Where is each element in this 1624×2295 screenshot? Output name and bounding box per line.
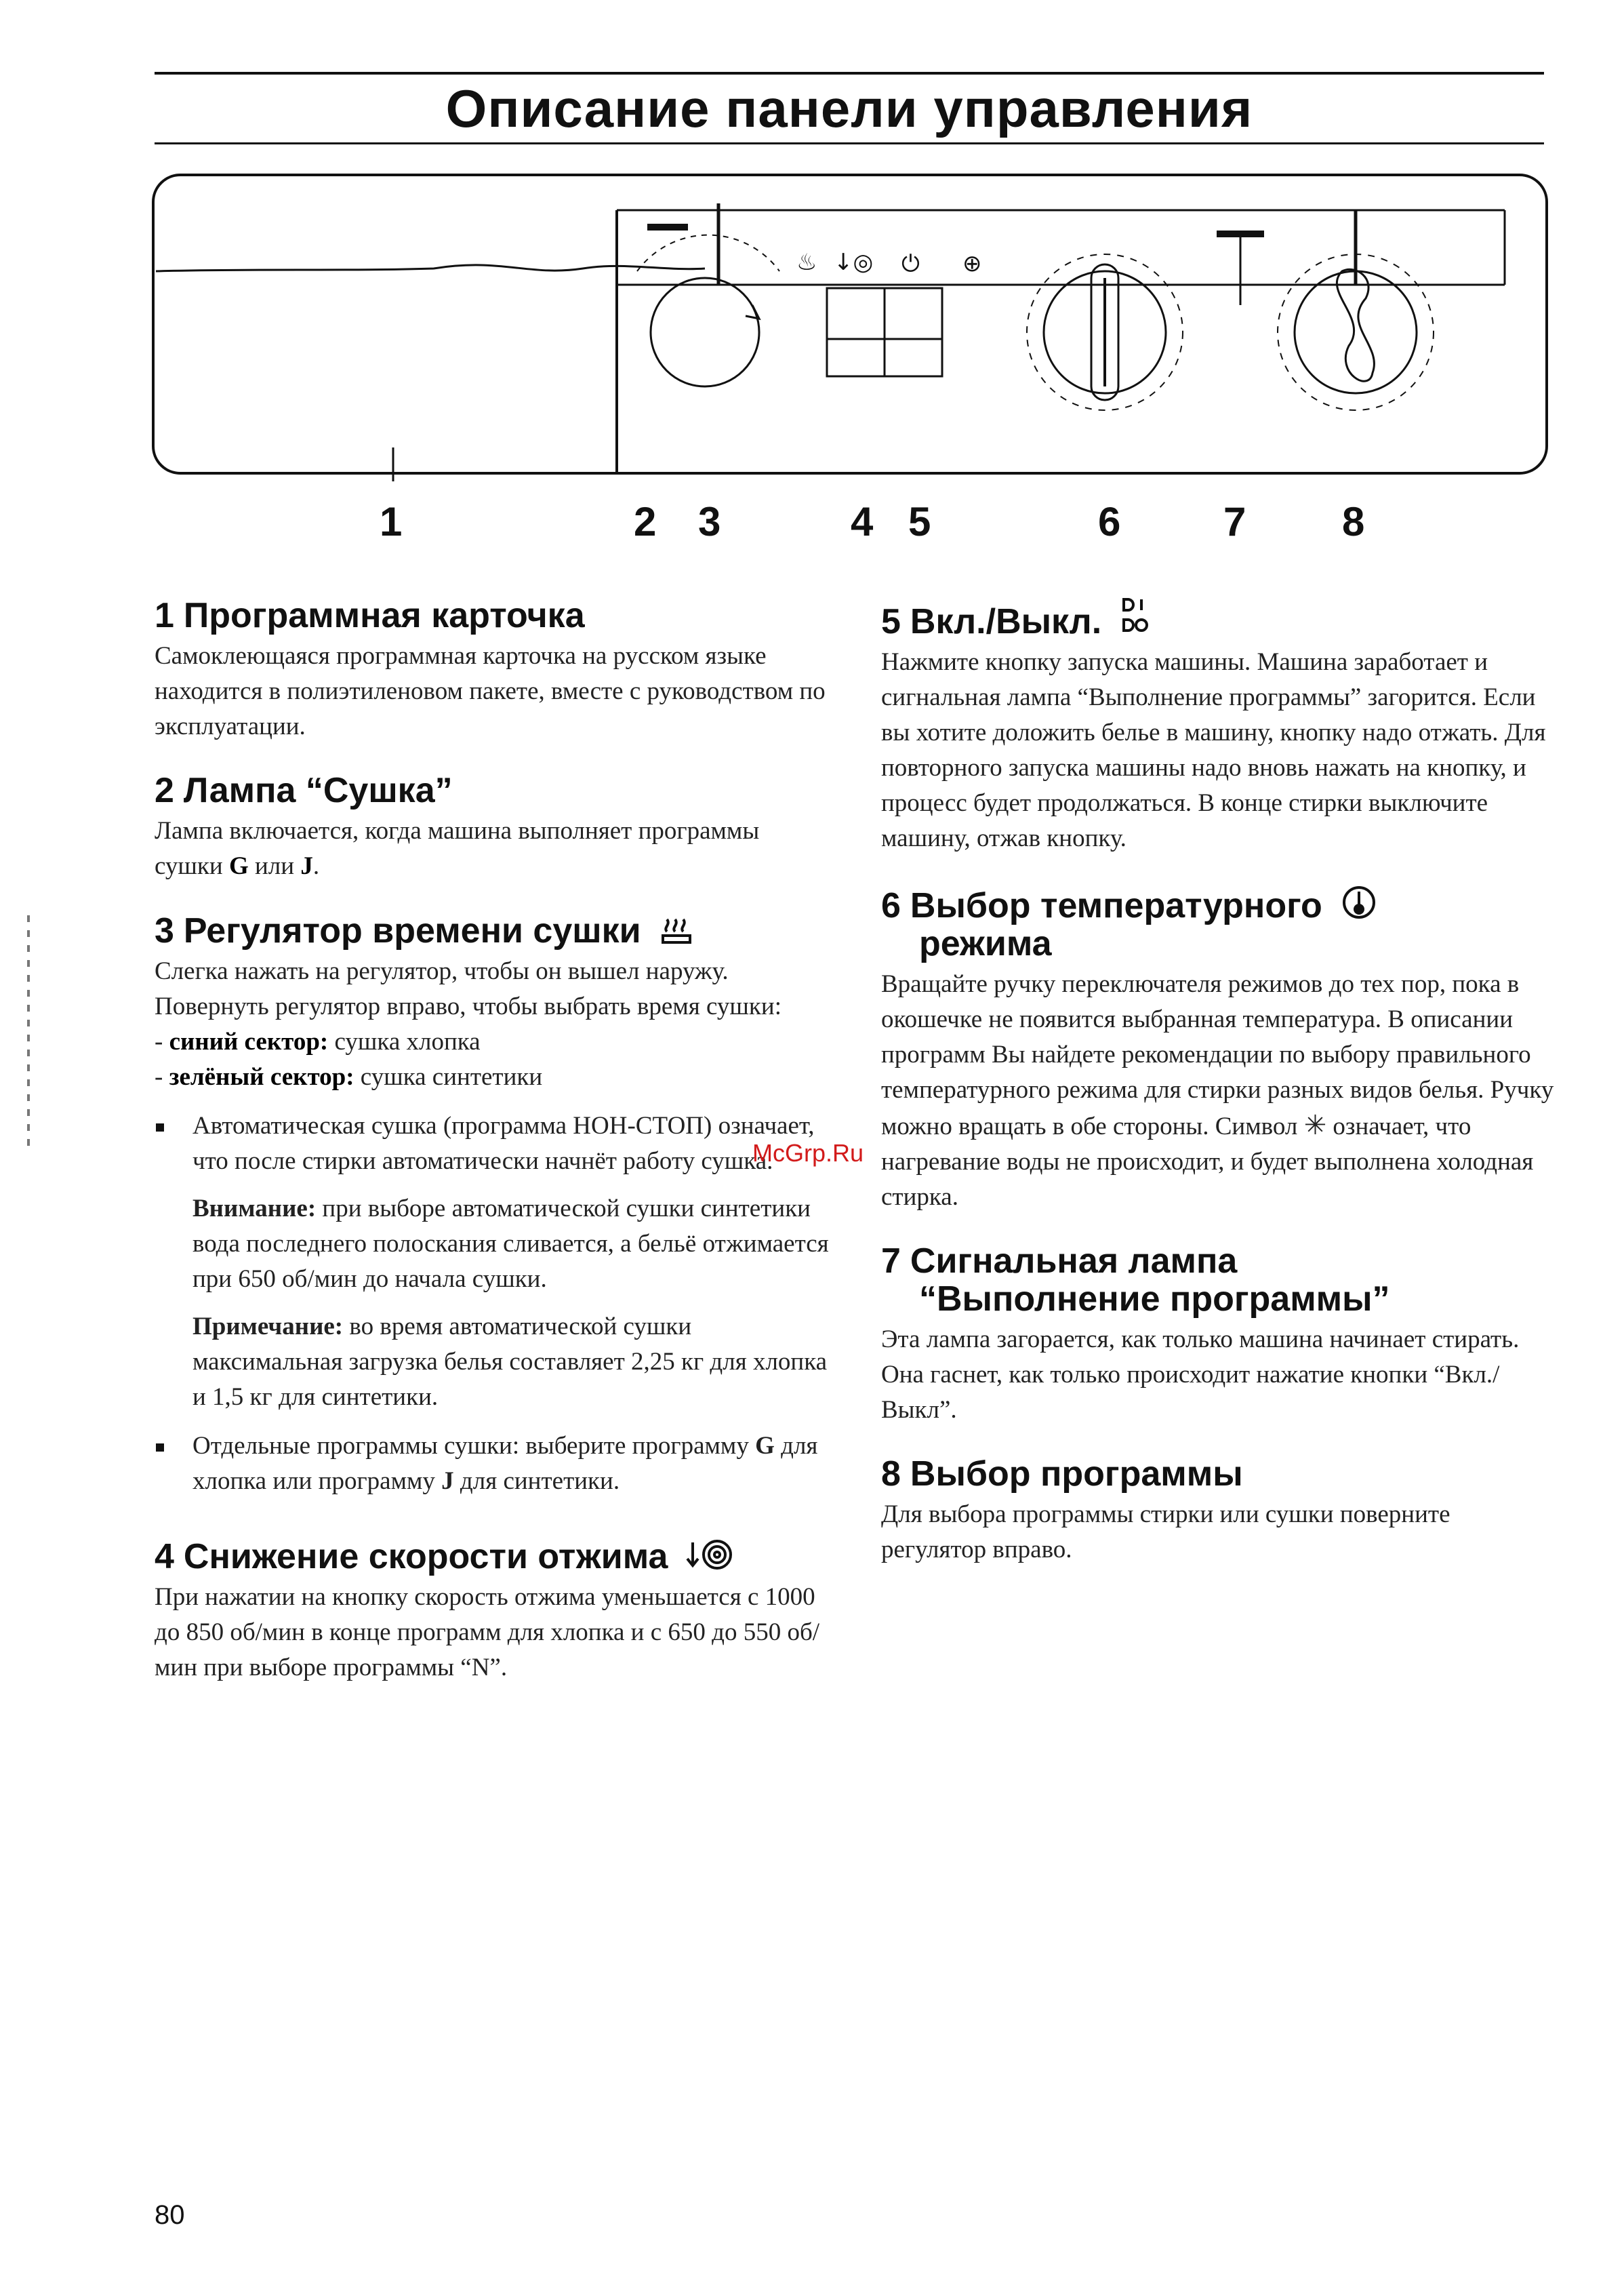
- section-5-text: Нажмите кнопку запуска машины. Машина заработает и сигнальная лампа “Выполнение программы” загорится. Если вы хотите доложить белье в машину, кнопку надо отжать. Для повторного запуска машины надо вновь нажать на кнопку, и процесс будет продолжаться. В конце стирки выключите машину, отжав кнопку.: [881, 648, 1546, 852]
- drying-lamp: [647, 224, 688, 231]
- callout-2: 2: [634, 499, 657, 544]
- section-4-text: При нажатии на кнопку скорость отжима уменьшается с 1000 до 850 об/мин в конце программ для хлопка и с 650 до 550 об/мин при выборе программы “N”.: [155, 1583, 820, 1681]
- attention-text: при выборе автоматической сушки синтетики вода последнего полоскания сливается, а бельё отжимается при 650 об/мин до начала сушки.: [192, 1195, 829, 1293]
- remark-text: во время автоматической сушки максимальная загрузка белья составляет 2,25 кг для хлопка и 1,5 кг для синтетики.: [192, 1313, 828, 1411]
- section-2-title: Лампа “Сушка”: [183, 771, 453, 810]
- section-8: [881, 1455, 1559, 1568]
- callout-5: 5: [908, 499, 931, 544]
- temperature-symbol-icon: ⊕: [962, 250, 982, 277]
- bullet2-c: для синтетики.: [460, 1467, 620, 1495]
- section-3-text: Слегка нажать на регулятор, чтобы он вышел наружу. Повернуть регулятор вправо, чтобы выбрать время сушки:: [155, 957, 781, 1020]
- callout-3: 3: [698, 499, 721, 544]
- blue-sector-line: - синий сектор: сушка хлопка: [155, 1028, 481, 1056]
- section-2: [155, 772, 832, 884]
- program-j: J: [300, 852, 313, 880]
- bullet2-b: для хлопка или программу: [192, 1432, 818, 1495]
- section-8-heading: [881, 1455, 1559, 1493]
- drying-timer-knob: [637, 203, 779, 386]
- power-icon: [1120, 597, 1152, 637]
- program-knob: [1278, 210, 1434, 410]
- section-6-title-a: Выбор температурного: [910, 886, 1322, 925]
- spin-reduction-icon: [686, 1537, 733, 1572]
- section-5-heading: [881, 597, 1559, 641]
- page-title: Описание панели управления: [445, 79, 1253, 138]
- callout-4: 4: [851, 499, 874, 544]
- left-column: [155, 597, 832, 1713]
- bullet2-j: J: [441, 1467, 454, 1495]
- right-column: [881, 597, 1559, 1595]
- green-sector-text: сушка синтетики: [360, 1063, 543, 1091]
- section-6-heading: [881, 883, 1559, 963]
- remark-note: [155, 1309, 832, 1415]
- section-3-title: Регулятор времени сушки: [183, 911, 641, 951]
- callout-1: 1: [380, 499, 403, 544]
- section-5: [881, 597, 1559, 856]
- section-8-title: Выбор программы: [910, 1454, 1243, 1494]
- section-3: [155, 911, 832, 1499]
- attention-note: [155, 1191, 832, 1297]
- program-g: G: [228, 852, 249, 880]
- section-4: [155, 1537, 832, 1685]
- section-6: [881, 883, 1559, 1215]
- spin-reduction-button: [827, 288, 885, 339]
- section-7-heading: [881, 1242, 1559, 1318]
- section-4-title: Снижение скорости отжима: [183, 1537, 668, 1576]
- section-2-number: 2: [155, 771, 174, 810]
- section-1: [155, 597, 832, 744]
- section-2-text-a: Лампа включается, когда машина выполняет программы сушки: [155, 817, 760, 880]
- push-buttons: [827, 288, 942, 376]
- section-6-text-a: Вращайте ручку переключателя режимов до тех пор, пока в окошечке не появится выбранная температура. В описании программ Вы найдете рекомендации по выбору правильного температурного режима для стирки разных видов белья. Ручку можно вращать в обе стороны. Символ: [881, 970, 1554, 1140]
- section-8-number: 8: [881, 1454, 901, 1494]
- section-2-text: [155, 814, 832, 884]
- temperature-knob: [1027, 254, 1183, 410]
- symbol-row: [796, 249, 982, 277]
- callout-8: 8: [1342, 499, 1365, 544]
- top-rule: [155, 72, 1544, 75]
- green-sector-label: зелёный сектор:: [169, 1063, 354, 1091]
- bullet2-a: Отдельные программы сушки: выберите программу: [192, 1432, 749, 1460]
- section-5-title: Вкл./Выкл.: [910, 602, 1102, 641]
- section-5-number: 5: [881, 602, 901, 641]
- control-panel-diagram: [149, 169, 1552, 481]
- section-6-number: 6: [881, 886, 901, 925]
- blue-sector-label: синий сектор:: [169, 1028, 329, 1056]
- page-number: 80: [155, 2200, 185, 2230]
- drying-icon: ♨: [796, 249, 817, 276]
- section-6-text-b: означает, что нагревание воды не происходит, и будет выполнена холодная стирка.: [881, 1113, 1534, 1211]
- blue-sector-text: сушка хлопка: [334, 1028, 481, 1056]
- power-symbol-icon: ⏻: [901, 250, 920, 277]
- panel-outline: [153, 175, 1547, 473]
- callout-7: 7: [1223, 499, 1246, 544]
- section-6-text: [881, 967, 1559, 1215]
- drying-icon: [659, 911, 694, 946]
- scan-margin-marks: [27, 915, 30, 1146]
- temperature-icon: [1340, 883, 1378, 921]
- section-1-text: Самоклеющаяся программная карточка на русском языке находится в полиэтиленовом пакете, вместе с руководством по эксплуатации.: [155, 642, 826, 740]
- section-7: [881, 1242, 1559, 1428]
- bullet2-g: G: [755, 1432, 775, 1460]
- section-6-title-b: режима: [919, 924, 1052, 963]
- power-button: [885, 288, 942, 339]
- watermark: McGrp.Ru: [752, 1139, 864, 1167]
- section-8-text: Для выбора программы стирки или сушки поверните регулятор вправо.: [881, 1500, 1450, 1563]
- green-sector-line: - зелёный сектор: сушка синтетики: [155, 1063, 543, 1091]
- spin-icon: ↓◎: [834, 249, 874, 276]
- callout-6: 6: [1098, 499, 1121, 544]
- section-3-number: 3: [155, 911, 174, 951]
- program-running-lamp: [1217, 231, 1264, 237]
- title-rule: [155, 142, 1544, 144]
- section-7-text: Эта лампа загорается, как только машина начинает стирать. Она гаснет, как только происходит нажатие кнопки “Вкл./Выкл”.: [881, 1325, 1520, 1424]
- section-3-heading: [155, 911, 832, 950]
- section-7-title-a: Сигнальная лампа: [910, 1241, 1238, 1281]
- card-slot-edge: [156, 265, 705, 271]
- snowflake-icon: ✳: [1303, 1110, 1327, 1141]
- section-1-title: Программная карточка: [183, 596, 585, 635]
- section-4-heading: [155, 1537, 832, 1576]
- auto-drying-bullet: Автоматическая сушка (программа НОН-СТОП) означает, что после стирки автоматически начнёт работу сушка.: [155, 1109, 832, 1179]
- remark-label: Примечание:: [192, 1313, 344, 1340]
- section-2-dot: .: [312, 852, 320, 880]
- section-7-title-b: “Выполнение программы”: [919, 1279, 1390, 1319]
- section-2-or: или: [254, 852, 295, 880]
- attention-label: Внимание:: [192, 1195, 317, 1222]
- separate-drying-bullet: [155, 1429, 832, 1499]
- section-1-number: 1: [155, 596, 174, 635]
- section-4-number: 4: [155, 1537, 174, 1576]
- section-7-number: 7: [881, 1241, 901, 1281]
- section-1-heading: [155, 597, 832, 635]
- section-2-heading: [155, 772, 832, 810]
